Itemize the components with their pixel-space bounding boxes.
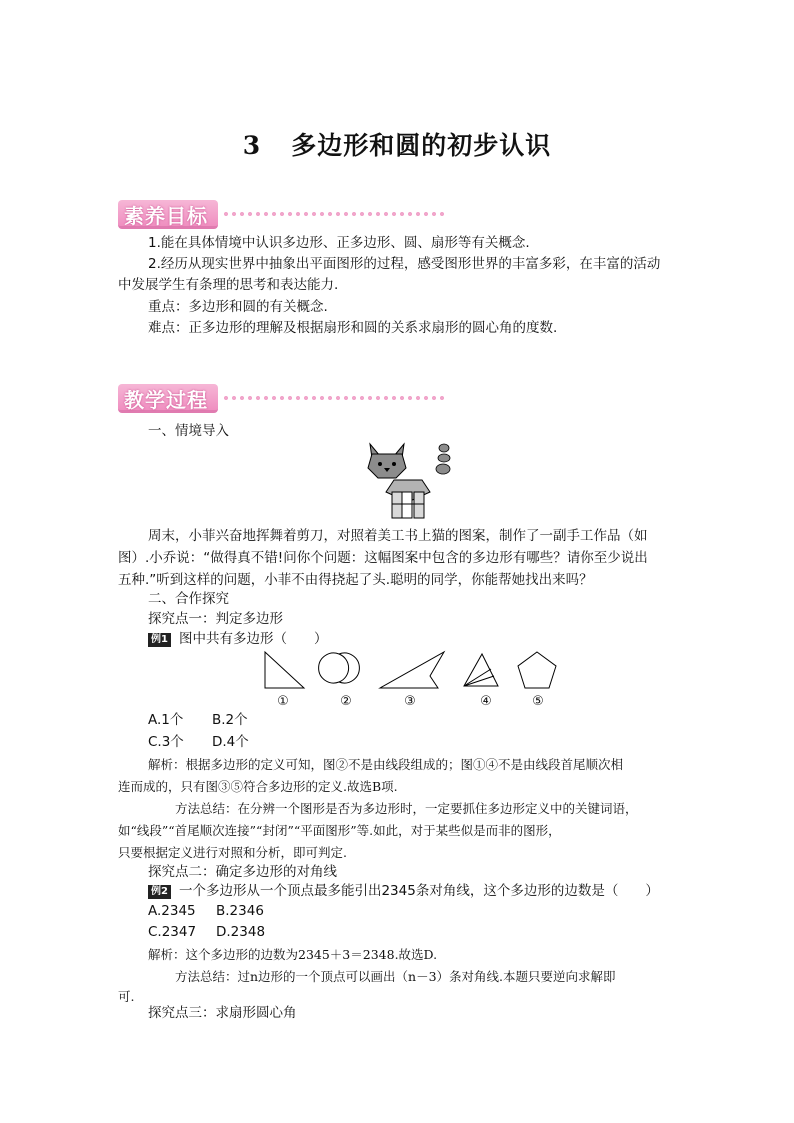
ex1-option-a: A.1个 xyxy=(148,712,184,728)
ex1-option-b: B.2个 xyxy=(212,712,248,728)
ex1-summary-3: 只要根据定义进行对照和分析，即可判定. xyxy=(118,845,347,860)
ex1-summary-1: 方法总结：在分辨一个图形是否为多边形时，一定要抓住多边形定义中的关键词语， xyxy=(175,801,638,816)
ex2-option-b: B.2346 xyxy=(216,903,264,919)
story-line-2: 图）.小乔说：“做得真不错!问你个问题：这幅图案中包含的多边形有哪些？请你至少说出 xyxy=(118,550,648,566)
ex1-analysis-1: 解析：根据多边形的定义可知，图②不是由线段组成的；图①④不是由线段首尾顺次相 xyxy=(148,757,624,772)
cat-tail-1 xyxy=(439,444,449,452)
figure-3-quadrilateral xyxy=(380,652,444,688)
section-banner-goals xyxy=(118,200,448,230)
cat-figure xyxy=(366,440,456,520)
cat-leg-mid xyxy=(402,492,412,518)
coop-heading: 二、合作探究 xyxy=(148,591,229,607)
ex2-analysis: 解析：这个多边形的边数为2345＋3＝2348.故选D. xyxy=(148,947,438,962)
figure-label-3: ③ xyxy=(404,694,416,709)
ex2-option-a: A.2345 xyxy=(148,903,196,919)
point-1-heading: 探究点一：判定多边形 xyxy=(148,611,283,627)
point-2-heading: 探究点二：确定多边形的对角线 xyxy=(148,864,337,880)
cat-tail-2 xyxy=(438,454,450,462)
cat-tail-3 xyxy=(436,464,450,474)
banner-label: 教学过程 xyxy=(124,388,208,412)
cat-leg-right xyxy=(414,492,424,518)
ex2-option-d: D.2348 xyxy=(216,924,266,940)
banner-dots xyxy=(222,394,446,402)
figure-5-pentagon xyxy=(518,652,556,688)
example-1-question xyxy=(148,630,327,649)
title-text: 多边形和圆的初步认识 xyxy=(291,131,552,160)
cat-eye-right xyxy=(392,462,396,466)
figure-label-2: ② xyxy=(340,694,352,709)
cat-leg-left xyxy=(392,492,402,518)
goal-line-2: 2.经历从现实世界中抽象出平面图形的过程，感受图形世界的丰富多彩，在丰富的活动 xyxy=(148,256,661,272)
page-title xyxy=(0,126,794,162)
ex2-option-c: C.2347 xyxy=(148,924,197,940)
goal-line-1: 1.能在具体情境中认识多边形、正多边形、圆、扇形等有关概念. xyxy=(148,235,530,251)
goal-line-3: 中发展学生有条理的思考和表达能力. xyxy=(118,277,339,293)
cat-head xyxy=(368,454,406,478)
ex2-summary-1: 方法总结：过n边形的一个顶点可以画出（n－3）条对角线.本题只要逆向求解即 xyxy=(175,969,616,984)
intro-heading: 一、情境导入 xyxy=(148,423,229,439)
figure-2-curve-left xyxy=(319,653,349,683)
figure-label-5: ⑤ xyxy=(532,694,544,709)
figure-4-triangle xyxy=(464,654,498,686)
cat-eye-left xyxy=(378,462,382,466)
ex1-summary-2: 如“线段”“首尾顺次连接”“封闭”“平面图形”等.如此，对于某些似是而非的图形， xyxy=(118,823,561,838)
figure-label-1: ① xyxy=(277,694,289,709)
figure-label-4: ④ xyxy=(480,694,492,709)
example-2-question xyxy=(148,882,659,901)
banner-dots xyxy=(222,210,446,218)
figure-4-inner-line-2 xyxy=(464,669,491,686)
difficult-point: 难点：正多边形的理解及根据扇形和圆的关系求扇形的圆心角的度数. xyxy=(148,320,558,336)
story-line-3: 五种.”听到这样的问题，小菲不由得挠起了头.聪明的同学，你能帮她找出来吗？ xyxy=(118,572,593,588)
example-1-text: 图中共有多边形（ ） xyxy=(178,631,328,647)
figure-1-open-triangle xyxy=(265,652,304,688)
ex1-analysis-2: 连而成的，只有图③⑤符合多边形的定义.故选B项. xyxy=(118,779,398,794)
example-2-text: 一个多边形从一个顶点最多能引出2345条对角线，这个多边形的边数是（ ） xyxy=(178,883,659,899)
example-1-figures xyxy=(262,648,562,692)
section-banner-process xyxy=(118,384,448,414)
key-point: 重点：多边形和圆的有关概念. xyxy=(148,299,328,315)
ex1-option-c: C.3个 xyxy=(148,734,184,750)
story-line-1: 周末，小菲兴奋地挥舞着剪刀，对照着美工书上猫的图案，制作了一副手工作品（如 xyxy=(148,528,648,544)
example-1-tag: 例1 xyxy=(148,633,171,647)
title-number: 3 xyxy=(242,131,262,160)
example-2-tag: 例2 xyxy=(148,885,171,899)
ex2-summary-2: 可. xyxy=(118,989,135,1004)
ex1-option-d: D.4个 xyxy=(212,734,249,750)
point-3-heading: 探究点三：求扇形圆心角 xyxy=(148,1005,297,1021)
figure-2-curve-right xyxy=(339,653,359,683)
banner-label: 素养目标 xyxy=(124,204,208,228)
